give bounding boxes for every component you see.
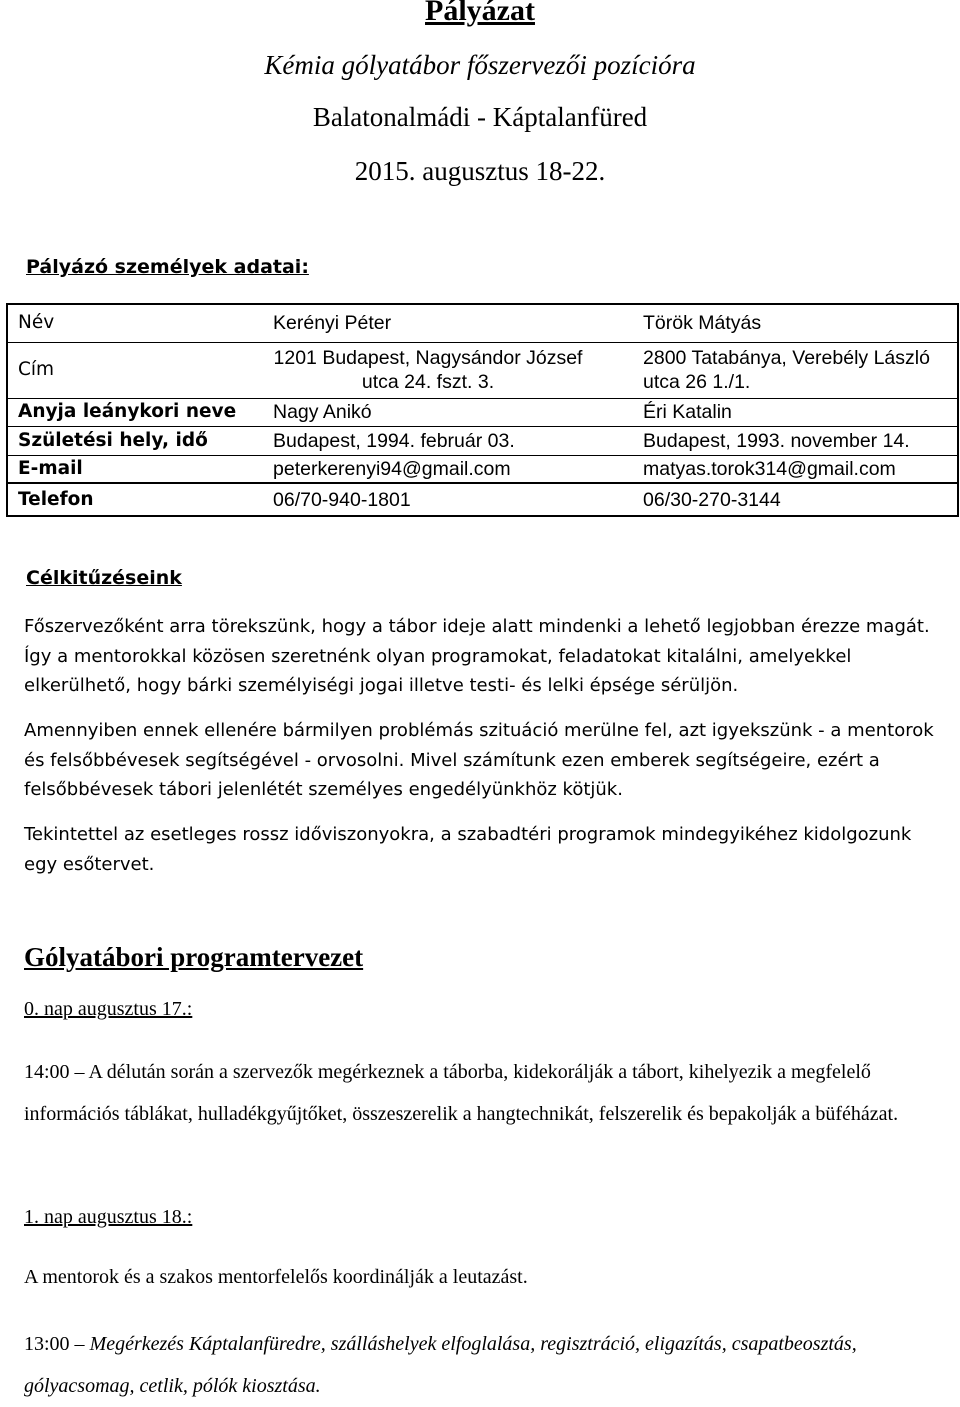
day-0-schedule <box>24 1051 944 1135</box>
table-row <box>7 398 958 426</box>
applicant-2-phone: 06/30-270-3144 <box>633 483 958 516</box>
applicant-1-name: Kerényi Péter <box>273 312 392 335</box>
goals-paragraph-2: Amennyiben ennek ellenére bármilyen problémás szituáció merülne fel, azt igyekszünk - a mentorok és felsőbbévesek segítségével - orvosolni. Mivel számítunk ezen emberek segítségeire, ezért a felsőbbévesek tábori jelenlétét személyes engedélyünkhöz kötjük. <box>24 720 934 800</box>
row-label: Cím <box>7 342 263 398</box>
goals-paragraph-1: Főszervezőként arra törekszünk, hogy a tábor ideje alatt mindenki a lehető legjobban érezze magát. Így a mentorokkal közösen szeretnénk olyan programokat, feladatokat kitalálni, amelyekkel elkerülhető, hogy bárki személyiségi jogai illetve testi- és lelki épsége sérüljön. <box>24 616 930 696</box>
applicant-2-name: Török Mátyás <box>643 312 762 335</box>
event-date: 2015. augusztus 18-22. <box>354 156 606 186</box>
day-0-title: 0. nap augusztus 17.: <box>24 998 193 1020</box>
applicant-2-email: matyas.torok314@gmail.com <box>633 455 958 483</box>
day-1-text: Megérkezés Káptalanfüredre, szálláshelyek elfoglalása, regisztráció, eligazítás, csapatbeosztás, gólyacsomag, cetlik, pólók kiosztása. <box>24 1333 857 1397</box>
row-label: Név <box>18 312 55 334</box>
table-row <box>7 304 958 342</box>
event-location: Balatonalmádi - Káptalanfüred <box>312 102 648 132</box>
day-0-time: 14:00 – <box>24 1061 85 1083</box>
table-row <box>7 342 958 398</box>
program-heading: Gólyatábori programtervezet <box>24 942 364 972</box>
table-row <box>7 426 958 455</box>
day-0-text: A délután során a szervezők megérkeznek a táborba, kidekorálják a tábort, kihelyezik a megfelelő információs táblákat, hulladékgyűjtőket, összeszerelik a hangtechnikát, felszerelik és bepakolják a büféházat. <box>24 1061 899 1125</box>
applicant-1-address: 1201 Budapest, Nagysándor József utca 24. fszt. 3. <box>263 342 633 398</box>
applicant-2-birth: Budapest, 1993. november 14. <box>633 426 958 455</box>
applicant-2-mother-name: Éri Katalin <box>633 398 958 426</box>
row-label: E-mail <box>7 455 263 483</box>
table-row <box>7 483 958 516</box>
applicant-1-phone: 06/70-940-1801 <box>263 483 633 516</box>
applicants-table <box>6 303 959 517</box>
document-subtitle: Kémia gólyatábor főszervezői pozícióra <box>264 50 696 80</box>
day-1-time: 13:00 – <box>24 1333 85 1355</box>
applicant-1-email: peterkerenyi94@gmail.com <box>263 455 633 483</box>
goals-paragraph-3: Tekintettel az esetleges rossz időviszonyokra, a szabadtéri programok mindegyikéhez kidolgozunk egy esőtervet. <box>24 824 912 875</box>
applicant-1-birth: Budapest, 1994. február 03. <box>263 426 633 455</box>
applicant-2-address: 2800 Tatabánya, Verebély László utca 26 1./1. <box>633 342 958 398</box>
goals-heading: Célkitűzéseink <box>26 567 182 589</box>
row-label: Anyja leánykori neve <box>7 398 263 426</box>
applicants-heading: Pályázó személyek adatai: <box>26 256 309 278</box>
applicant-1-mother-name: Nagy Anikó <box>263 398 633 426</box>
table-row <box>7 455 958 483</box>
day-1-intro: A mentorok és a szakos mentorfelelős koordinálják a leutazást. <box>24 1266 528 1288</box>
row-label: Telefon <box>7 483 263 516</box>
day-1-title: 1. nap augusztus 18.: <box>24 1206 193 1228</box>
day-1-schedule <box>24 1323 944 1407</box>
row-label: Születési hely, idő <box>7 426 263 455</box>
document-title: Pályázat <box>425 0 535 27</box>
